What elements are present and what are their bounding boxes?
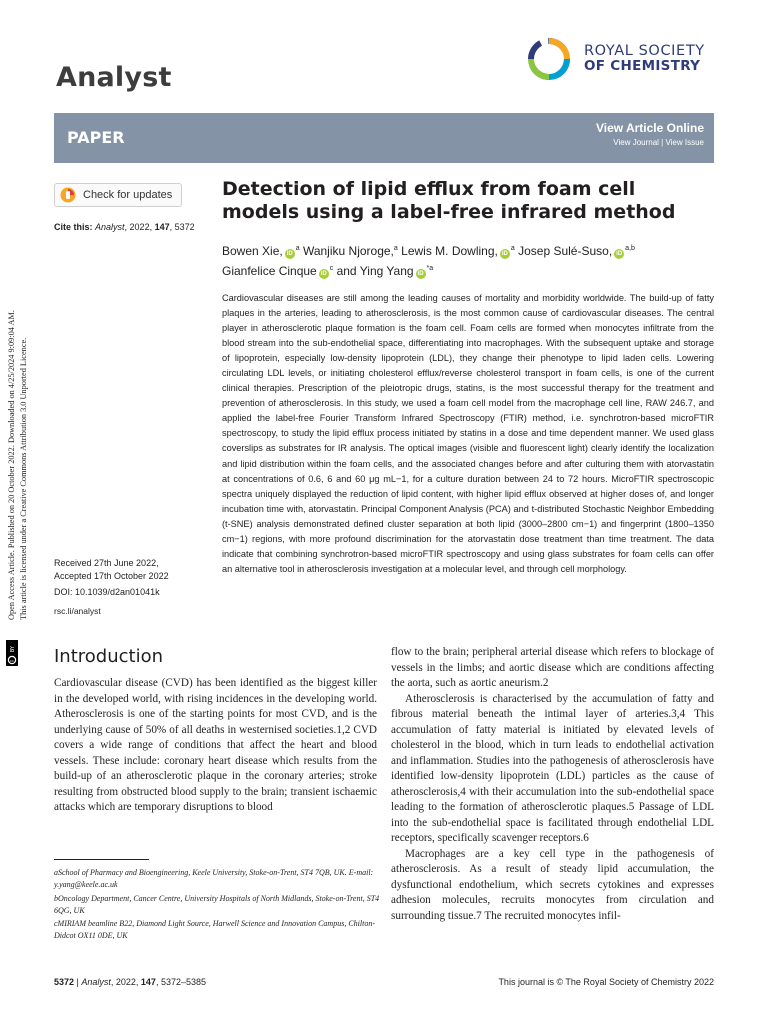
- orcid-icon[interactable]: iD: [320, 271, 327, 277]
- author-name[interactable]: Josep Sulé-Suso,: [518, 244, 613, 258]
- open-access-line1[interactable]: Open Access Article. Published on 20 October 2022. Downloaded on 4/25/2024 9:09:04 AM.: [7, 310, 16, 620]
- orcid-icon[interactable]: iD: [286, 251, 293, 257]
- view-article-online-link[interactable]: View Article Online: [595, 121, 704, 135]
- svg-text:BY: BY: [10, 645, 16, 653]
- check-updates-icon: [60, 187, 76, 203]
- cite-page: , 5372: [169, 222, 195, 232]
- orcid-icon[interactable]: iD: [501, 251, 508, 257]
- cite-prefix: Cite this:: [54, 222, 93, 232]
- author-name[interactable]: Wanjiku Njoroge,: [302, 244, 394, 258]
- author-affiliation: *a: [426, 265, 434, 272]
- open-access-line2[interactable]: This article is licensed under a Creative Commons Attribution 3.0 Unported Licence.: [19, 337, 28, 620]
- footer-separator: |: [74, 977, 82, 987]
- page-number: 5372: [54, 977, 75, 987]
- footer-journal: Analyst: [81, 977, 111, 987]
- author-affiliation: a,b: [625, 245, 635, 252]
- paragraph: flow to the brain; peripheral arterial disease which refers to blockage of vessels in the limbs; and aortic disease which are conditions affecting the aorta, such as aortic aneurism.2: [391, 646, 714, 689]
- publisher-line1: ROYAL SOCIETY: [584, 43, 705, 59]
- cite-volume: 147: [154, 222, 170, 232]
- orcid-icon[interactable]: iD: [616, 251, 623, 257]
- abstract: Cardiovascular diseases are still among the leading causes of mortality and morbidity worldwide. The build-up of fatty plaques in the arteries, leading to atherosclerosis, is the most common cause of cardiovascular diseases. The central player in atherosclerotic plaque formation is the foam cell. Foam cells are formed when monocytes infiltrate from the blood stream into the sub-endothelial space, differentiating into macrophages. With the subsequent uptake and storage of lipoprotein, especially low-density lipoprotein (LDL), they change their phenotype to lipid laden cells. Lowering circulating LDL levels, or initiating cholesterol efflux/reverse cholesterol transport in foam cells, is one of the current clinical therapies. Prescription of the pleiotropic drugs, statins, is the most successful therapy for the treatment and prevention of atherosclerosis. In this study, we used a foam cell model from the macrophage cell line, RAW 246.7, and applied the label-free Fourier Transform Infrared Spectroscopy (FTIR) method, i.e. synchrotron-based microFTIR spectroscopy, to study the lipid efflux process initiated by statins in a dose and time dependent manner. We used glass coverslips as substrates for IR analysis. The optical images (visible and fluorescent light) clearly identify the localization and lipid distribution within the foam cells, and the associated changes before and after culturing them with atorvastatin at concentrations of 0.6, 6 and 60 μg mL−1, for a culture duration between 24 to 72 hours. MicroFTIR spectroscopic spectra uniquely displayed the reduction of lipid content, with higher lipid efflux observed at higher doses of, and longer incubation time with, atorvastatin. Principal Component Analysis (PCA) and t-distributed Stochastic Neighbor Embedding (t-SNE) analysis demonstrated defined cluster separation at both lipid (3000–2800 cm−1) and fingerprint (1800–1350 cm−1) regions, with more profound discrimination for the atorvastatin dose treatment than time treatment. The data indicate that combining synchrotron-based microFTIR spectroscopy and using glass substrates for foam cells can offer an alternative tool in atherosclerosis investigation at a molecular level, and through cell morphology.: [222, 293, 714, 574]
- author-affiliation: a: [295, 245, 300, 252]
- check-for-updates-label[interactable]: Check for updates: [83, 189, 173, 201]
- creative-commons-icon[interactable]: [6, 640, 18, 666]
- footnote-divider: [54, 859, 149, 860]
- footnote: cMIRIAM beamline B22, Diamond Light Source, Harwell Science and Innovation Campus, Chilton-Didcot OX11 0DE, UK: [54, 919, 375, 941]
- author-affiliation: a: [510, 245, 515, 252]
- footer-pages: , 5372–5385: [155, 977, 207, 987]
- author-name[interactable]: Gianfelice Cinque: [222, 264, 317, 278]
- journal-name: Analyst: [56, 62, 172, 93]
- body-column-left: [54, 676, 377, 816]
- author-name[interactable]: and Ying Yang: [336, 264, 414, 278]
- author-name[interactable]: Lewis M. Dowling,: [401, 244, 498, 258]
- journal-link[interactable]: rsc.li/analyst: [54, 606, 101, 616]
- orcid-icon[interactable]: iD: [417, 271, 424, 277]
- article-title: Detection of lipid efflux from foam cell models using a label-free infrared method: [222, 178, 676, 223]
- publisher-line2: OF CHEMISTRY: [584, 58, 701, 74]
- paragraph: Macrophages are a key cell type in the pathogenesis of atherosclerosis. As a result of steady lipid accumulation, the dysfunctional endothelium, which secrets cytokines and expresses adhesion molecules, recruits monocytes from circulation and surrounding tissue.7 The recruited monocytes infil-: [391, 847, 714, 922]
- svg-text:cc: cc: [10, 658, 14, 663]
- author-name[interactable]: Bowen Xie,: [222, 244, 283, 258]
- page-footer-left: [54, 977, 206, 987]
- body-column-right: [391, 645, 714, 924]
- paragraph: Cardiovascular disease (CVD) has been identified as the biggest killer in the developed world, with rising incidences in the developing world. Atherosclerosis is one of the starting points for most CVD, and is the underlying cause of 50% of all deaths in westernised societies.1,2 CVD covers a wide range of conditions that affect the heart and blood vessels. These include: coronary heart disease which results from the build-up of an atherosclerotic plaque in the coronary arteries; stroke resulting from obstructed blood supply to the brain; transient ischaemic attacks which are temporary disruptions to blood: [54, 677, 377, 813]
- open-access-notice: [6, 180, 30, 620]
- publisher-name: [584, 44, 705, 74]
- article-type-label: PAPER: [67, 128, 125, 147]
- accepted-date: Accepted 17th October 2022: [54, 571, 169, 581]
- author-list: [222, 240, 702, 280]
- paragraph: Atherosclerosis is characterised by the accumulation of fatty and fibrous material beneath the intimal layer of arteries.3,4 This accumulation of fatty material is initiated by elevated levels of cholesterol in the blood, which in turn leads to endothelial activation and inflammation. Studies into the pathogenesis of atherosclerosis have identified low-density lipoprotein (LDL) particles as the cause of atherosclerosis,4 with their accumulation into the sub-endothelial space leading to the formation of atherosclerotic plaques.5 Passage of LDL into the sub-endothelial space is facilitated through endothelial LDL receptors, specifically scavenger receptors.6: [391, 692, 714, 844]
- footer-year: , 2022,: [110, 977, 141, 987]
- view-journal-issue-links[interactable]: View Journal | View Issue: [613, 138, 704, 147]
- citation: [54, 222, 195, 232]
- cite-year: , 2022,: [124, 222, 155, 232]
- footnote: bOncology Department, Cancer Centre, University Hospitals of North Midlands, Stoke-on-Trent, ST4 6QG, UK: [54, 893, 380, 915]
- author-affiliation: c: [329, 265, 334, 272]
- footnote: aSchool of Pharmacy and Bioengineering, Keele University, Stoke-on-Trent, ST4 7QB, UK. E-mail: y.yang@keele.ac.uk: [54, 868, 374, 890]
- affiliation-footnotes: [54, 867, 384, 944]
- received-date: Received 27th June 2022,: [54, 558, 159, 568]
- received-dates: [54, 557, 169, 583]
- section-heading: Introduction: [54, 646, 164, 667]
- footer-volume: 147: [140, 977, 156, 987]
- author-affiliation: a: [393, 245, 398, 252]
- doi-link[interactable]: DOI: 10.1039/d2an01041k: [54, 587, 160, 597]
- copyright-notice: This journal is © The Royal Society of Chemistry 2022: [498, 977, 714, 987]
- cite-journal: Analyst: [95, 222, 125, 232]
